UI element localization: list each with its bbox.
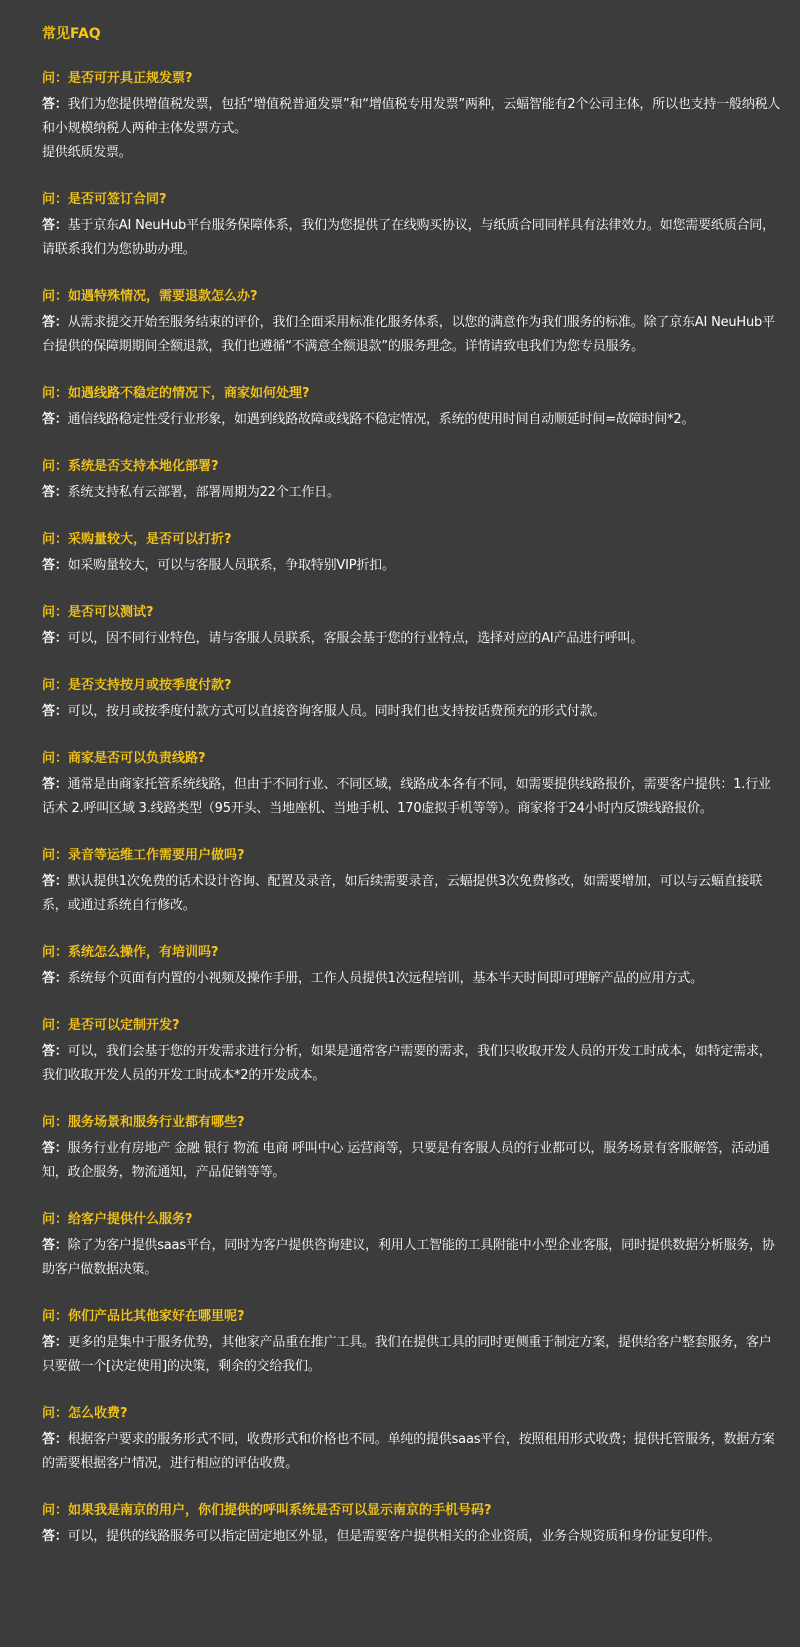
question-prefix: 问：: [42, 1503, 69, 1518]
faq-item: [42, 748, 782, 821]
faq-question: [42, 675, 782, 697]
faq-question: [42, 748, 782, 770]
question-text: 录音等运维工作需要用户做吗?: [68, 848, 245, 863]
answer-prefix: 答：: [42, 1432, 68, 1447]
answer-prefix: 答：: [42, 631, 68, 646]
faq-question: [42, 1306, 782, 1328]
question-prefix: 问：: [42, 751, 69, 766]
question-text: 系统是否支持本地化部署?: [68, 459, 219, 474]
faq-question: [42, 68, 782, 90]
question-prefix: 问：: [42, 605, 69, 620]
faq-answer: [42, 408, 782, 432]
answer-prefix: 答：: [42, 315, 68, 330]
question-prefix: 问：: [42, 289, 69, 304]
faq-item: [42, 286, 782, 359]
faq-question: [42, 1112, 782, 1134]
answer-text: 可以，按月或按季度付款方式可以直接咨询客服人员。同时我们也支持按话费预充的形式付款。: [67, 704, 606, 719]
faq-question: [42, 286, 782, 308]
answer-prefix: 答：: [42, 1529, 68, 1544]
faq-item: [42, 675, 782, 724]
faq-item: [42, 942, 782, 991]
answer-text: 基于京东AI NeuHub平台服务保障体系，我们为您提供了在线购买协议，与纸质合同同样具有法律效力。如您需要纸质合同，请联系我们为您协助办理。: [42, 218, 775, 257]
answer-text: 服务行业有房地产 金融 银行 物流 电商 呼叫中心 运营商等，只要是有客服人员的行业都可以，服务场景有客服解答，活动通知，政企服务，物流通知，产品促销等等。: [42, 1141, 770, 1180]
question-prefix: 问：: [42, 678, 69, 693]
answer-text: 通信线路稳定性受行业形象，如遇到线路故障或线路不稳定情况，系统的使用时间自动顺延时间=故障时间*2。: [67, 412, 695, 427]
answer-text: 可以，我们会基于您的开发需求进行分析，如果是通常客户需要的需求，我们只收取开发人员的开发工时成本，如特定需求，我们收取开发人员的开发工时成本*2的开发成本。: [42, 1044, 772, 1083]
faq-item: [42, 1015, 782, 1088]
faq-answer: [42, 554, 782, 578]
faq-answer: [42, 93, 782, 165]
faq-question: [42, 1209, 782, 1231]
question-text: 如遇特殊情况，需要退款怎么办?: [68, 289, 258, 304]
answer-text: 除了为客户提供saas平台，同时为客户提供咨询建议，利用人工智能的工具附能中小型企业客服，同时提供数据分析服务，协助客户做数据决策。: [42, 1238, 775, 1277]
answer-text: 默认提供1次免费的话术设计咨询、配置及录音，如后续需要录音，云蝠提供3次免费修改，如需要增加，可以与云蝠直接联系，或通过系统自行修改。: [42, 874, 763, 913]
answer-prefix: 答：: [42, 971, 68, 986]
question-text: 是否支持按月或按季度付款?: [68, 678, 232, 693]
answer-prefix: 答：: [42, 97, 68, 112]
faq-answer: [42, 1137, 782, 1185]
answer-text: 从需求提交开始至服务结束的评价，我们全面采用标准化服务体系，以您的满意作为我们服务的标准。除了京东AI NeuHub平台提供的保障期期间全额退款，我们也遵循“不满意全额退款”的服务理念。详情请致电我们为您专员服务。: [42, 315, 775, 354]
question-text: 是否可以定制开发?: [68, 1018, 180, 1033]
question-prefix: 问：: [42, 532, 69, 547]
faq-item: [42, 383, 782, 432]
question-text: 商家是否可以负责线路?: [68, 751, 206, 766]
question-text: 是否可签订合同?: [68, 192, 167, 207]
faq-answer: [42, 627, 782, 651]
answer-text: 系统支持私有云部署，部署周期为22个工作日。: [67, 485, 340, 500]
question-prefix: 问：: [42, 1212, 69, 1227]
answer-prefix: 答：: [42, 218, 68, 233]
question-text: 如遇线路不稳定的情况下，商家如何处理?: [68, 386, 310, 401]
answer-text: 根据客户要求的服务形式不同，收费形式和价格也不同。单纯的提供saas平台，按照租用形式收费；提供托管服务，数据方案的需要根据客户情况，进行相应的评估收费。: [42, 1432, 775, 1471]
answer-prefix: 答：: [42, 1044, 68, 1059]
question-text: 是否可开具正规发票?: [68, 71, 193, 86]
faq-item: [42, 1403, 782, 1476]
answer-extra-line: 提供纸质发票。: [42, 145, 132, 160]
faq-answer: [42, 967, 782, 991]
faq-question: [42, 189, 782, 211]
faq-answer: [42, 311, 782, 359]
faq-answer: [42, 1040, 782, 1088]
question-prefix: 问：: [42, 1115, 69, 1130]
question-text: 系统怎么操作，有培训吗?: [68, 945, 219, 960]
question-prefix: 问：: [42, 71, 69, 86]
faq-item: [42, 1306, 782, 1379]
faq-answer: [42, 1331, 782, 1379]
answer-text: 我们为您提供增值税发票，包括“增值税普通发票”和“增值税专用发票”两种，云蝠智能有2个公司主体，所以也支持一般纳税人和小规模纳税人两种主体发票方式。: [42, 97, 781, 136]
question-text: 你们产品比其他家好在哪里呢?: [68, 1309, 245, 1324]
faq-question: [42, 1500, 782, 1522]
question-prefix: 问：: [42, 945, 69, 960]
faq-question: [42, 602, 782, 624]
question-text: 采购量较大，是否可以打折?: [68, 532, 232, 547]
answer-text: 系统每个页面有内置的小视频及操作手册，工作人员提供1次远程培训，基本半天时间即可理解产品的应用方式。: [67, 971, 703, 986]
faq-item: [42, 602, 782, 651]
faq-question: [42, 845, 782, 867]
faq-item: [42, 1500, 782, 1549]
answer-text: 更多的是集中于服务优势，其他家产品重在推广工具。我们在提供工具的同时更侧重于制定方案，提供给客户整套服务，客户只要做一个[决定使用]的决策，剩余的交给我们。: [42, 1335, 772, 1374]
faq-item: [42, 68, 782, 165]
faq-question: [42, 529, 782, 551]
answer-prefix: 答：: [42, 1238, 68, 1253]
faq-answer: [42, 700, 782, 724]
question-prefix: 问：: [42, 386, 69, 401]
answer-prefix: 答：: [42, 412, 68, 427]
answer-prefix: 答：: [42, 558, 68, 573]
answer-prefix: 答：: [42, 777, 68, 792]
faq-item: [42, 1112, 782, 1185]
question-text: 给客户提供什么服务?: [68, 1212, 193, 1227]
question-prefix: 问：: [42, 1309, 69, 1324]
faq-item: [42, 845, 782, 918]
faq-answer: [42, 1428, 782, 1476]
question-prefix: 问：: [42, 1406, 69, 1421]
answer-text: 如采购量较大，可以与客服人员联系，争取特别VIP折扣。: [67, 558, 395, 573]
faq-item: [42, 456, 782, 505]
question-prefix: 问：: [42, 848, 69, 863]
answer-text: 通常是由商家托管系统线路，但由于不同行业、不同区域，线路成本各有不同，如需要提供线路报价，需要客户提供：1.行业话术 2.呼叫区域 3.线路类型（95开头、当地座机、当地手机、170虚拟手机等等）。商家将于24小时内反馈线路报价。: [42, 777, 771, 816]
faq-list: [42, 68, 782, 1549]
question-text: 是否可以测试?: [68, 605, 154, 620]
faq-question: [42, 1403, 782, 1425]
answer-text: 可以，因不同行业特色，请与客服人员联系，客服会基于您的行业特点，选择对应的AI产品进行呼叫。: [67, 631, 644, 646]
question-prefix: 问：: [42, 459, 69, 474]
answer-prefix: 答：: [42, 704, 68, 719]
question-text: 如果我是南京的用户，你们提供的呼叫系统是否可以显示南京的手机号码?: [68, 1503, 492, 1518]
faq-question: [42, 383, 782, 405]
answer-prefix: 答：: [42, 874, 68, 889]
faq-answer: [42, 870, 782, 918]
question-prefix: 问：: [42, 192, 69, 207]
question-text: 服务场景和服务行业都有哪些?: [68, 1115, 245, 1130]
answer-prefix: 答：: [42, 1141, 68, 1156]
faq-answer: [42, 214, 782, 262]
faq-item: [42, 189, 782, 262]
faq-question: [42, 1015, 782, 1037]
page-title: 常见FAQ: [42, 26, 101, 42]
question-text: 怎么收费?: [68, 1406, 128, 1421]
faq-item: [42, 529, 782, 578]
faq-answer: [42, 773, 782, 821]
answer-prefix: 答：: [42, 1335, 68, 1350]
faq-answer: [42, 481, 782, 505]
faq-answer: [42, 1234, 782, 1282]
answer-text: 可以，提供的线路服务可以指定固定地区外显，但是需要客户提供相关的企业资质，业务合规资质和身份证复印件。: [67, 1529, 721, 1544]
faq-question: [42, 942, 782, 964]
faq-question: [42, 456, 782, 478]
answer-prefix: 答：: [42, 485, 68, 500]
faq-answer: [42, 1525, 782, 1549]
faq-item: [42, 1209, 782, 1282]
question-prefix: 问：: [42, 1018, 69, 1033]
